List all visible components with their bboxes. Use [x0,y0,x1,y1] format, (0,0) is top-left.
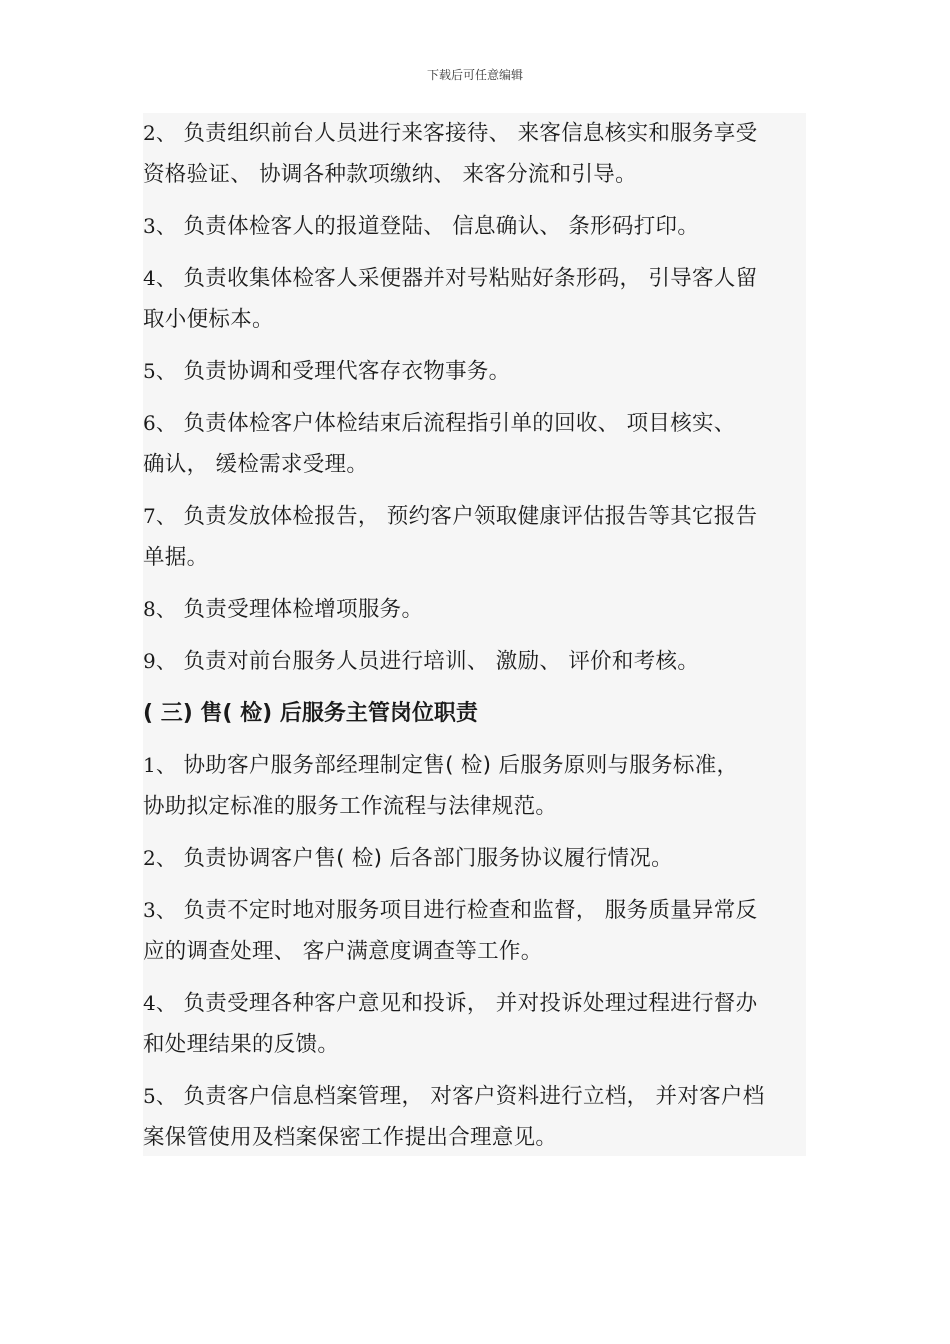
list-item-text: 确认， 缓检需求受理。 [143,452,369,477]
list-item [143,838,806,879]
list-item-number: 7、 [143,504,177,528]
list-item-line [143,537,806,578]
list-item-line [143,1076,806,1117]
list-item-line [143,641,806,682]
list-item-line [143,444,806,485]
list-item-line [143,890,806,931]
list-item-line [143,206,806,247]
list-item-number: 4、 [143,991,177,1015]
list-item-line [143,1117,806,1158]
document-body [143,113,806,1156]
list-item-text: 负责协调客户售( 检) 后各部门服务协议履行情况。 [176,846,673,871]
list-item [143,113,806,195]
list-item-number: 5、 [143,359,177,383]
list-item-line [143,838,806,879]
list-item-text: 协助客户服务部经理制定售( 检) 后服务原则与服务标准， [176,753,739,778]
list-item-number: 5、 [143,1084,177,1108]
list-item-number: 3、 [143,898,177,922]
list-item-text: 负责组织前台人员进行来客接待、 来客信息核实和服务享受 [176,121,758,146]
list-item [143,589,806,630]
list-item-text: 单据。 [143,545,209,570]
list-item-text: 和处理结果的反馈。 [143,1032,340,1057]
list-item-text: 负责收集体检客人采便器并对号粘贴好条形码， 引导客人留 [176,266,758,291]
list-item [143,351,806,392]
list-item-number: 6、 [143,411,177,435]
list-item-text: 协助拟定标准的服务工作流程与法律规范。 [143,794,558,819]
list-item [143,983,806,1065]
list-item-text: 负责受理各种客户意见和投诉， 并对投诉处理过程进行督办 [176,991,758,1016]
list-item-line [143,786,806,827]
list-item-number: 3、 [143,214,177,238]
list-item-text: 资格验证、 协调各种款项缴纳、 来客分流和引导。 [143,162,637,187]
page-header: 下载后可任意编辑 [426,68,523,82]
list-item-line [143,403,806,444]
list-item-text: 负责体检客户体检结束后流程指引单的回收、 项目核实、 [176,411,736,436]
list-item-text: 案保管使用及档案保密工作提出合理意见。 [143,1125,558,1150]
list-item-number: 8、 [143,597,177,621]
list-item [143,258,806,340]
list-item-line [143,931,806,972]
list-item [143,745,806,827]
list-item-text: 负责不定时地对服务项目进行检查和监督， 服务质量异常反 [176,898,758,923]
list-item-number: 2、 [143,121,177,145]
list-item-line [143,589,806,630]
list-item-text: 取小便标本。 [143,307,274,332]
list-item-line [143,351,806,392]
list-item-line [143,1024,806,1065]
list-item-number: 2、 [143,846,177,870]
list-item [143,403,806,485]
list-item-number: 1、 [143,753,177,777]
list-item-line [143,496,806,537]
list-item-line [143,983,806,1024]
list-item-line [143,258,806,299]
list-item-text: 负责协调和受理代客存衣物事务。 [176,359,511,384]
list-item-line [143,745,806,786]
list-item-line [143,154,806,195]
list-item-number: 9、 [143,649,177,673]
list-item [143,206,806,247]
list-item [143,1076,806,1158]
list-item [143,496,806,578]
list-item [143,890,806,972]
list-item-text: 负责受理体检增项服务。 [176,597,424,622]
list-item-number: 4、 [143,266,177,290]
list-item [143,641,806,682]
list-item-text: 负责对前台服务人员进行培训、 激励、 评价和考核。 [176,649,700,674]
list-item-line [143,113,806,154]
list-item-text: 负责体检客人的报道登陆、 信息确认、 条形码打印。 [176,214,700,239]
list-item-line [143,299,806,340]
list-item-text: 负责发放体检报告， 预约客户领取健康评估报告等其它报告 [176,504,758,529]
list-item-text: 负责客户信息档案管理， 对客户资料进行立档， 并对客户档 [176,1084,765,1109]
section-heading: ( 三) 售( 检) 后服务主管岗位职责 [143,701,478,726]
list-item-text: 应的调查处理、 客户满意度调查等工作。 [143,939,543,964]
